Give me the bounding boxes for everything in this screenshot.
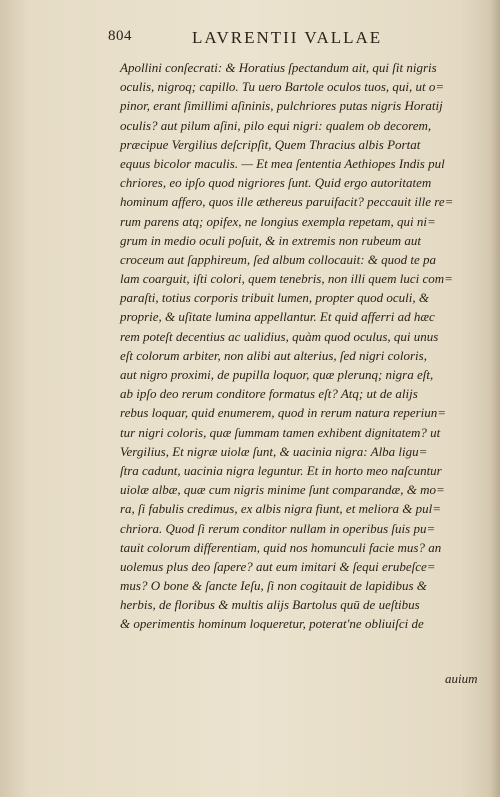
text-line: Apollini conſecrati: & Horatius ſpectandum ait, qui ſit nigris [120,60,437,75]
text-line: grum in medio oculi poſuit, & in extremis non rubeum aut [120,232,422,248]
text-line: uiolæ albæ, quæ cum nigris minime ſunt comparandæ, & mo= [120,482,445,498]
text-line: oculis? aut pilum aſini, pilo equi nigri: qualem ob decorem, [120,117,432,133]
text-line: oculis, nigroq; capillo. Tu uero Bartole oculos tuos, qui, ut o= [120,79,445,95]
body-text [120,58,482,634]
text-line: herbis, de floribus & multis alijs Bartolus quū de ueſtibus [120,597,420,613]
text-line: pinor, erant ſimillimi aſininis, pulchriores putas nigris Horatij [120,98,443,114]
text-line: ſtra cadunt, uacinia nigra leguntur. Et in horto meo naſcuntur [120,462,442,478]
text-line: ra, ſi fabulis credimus, ex albis nigra fiunt, et meliora & pul= [120,501,442,517]
text-line: paraſti, totius corporis tribuit lumen, propter quod oculi, & [120,290,429,306]
running-head: LAVRENTII VALLAE [192,28,383,47]
text-line: rebus loquar, quid enumerem, quod in rerum natura reperiun= [120,405,447,421]
text-line: chriores, eo ipſo quod nigriores ſunt. Quid ergo autoritatem [120,175,432,191]
text-line: equus bicolor maculis. — Et mea ſententia Aethiopes Indis pul [120,155,445,171]
text-line: proprie, & uſitate lumina appellantur. Et quid afferri ad hæc [120,309,435,325]
text-line: aut nigro proximi, de pupilla loquor, quæ plerunq; nigra eſt, [120,367,434,382]
page-header [108,28,478,48]
page-edge-shadow [490,0,500,797]
catchword: auium [445,671,478,686]
text-line: rum parens atq; opifex, ne longius exempla repetam, qui ni= [120,213,436,229]
text-line: rem poteſt decentius ac ualidius, quàm quod oculus, qui unus [120,328,439,344]
text-line: eſt colorum arbiter, non alibi aut alterius, ſed nigri coloris, [120,347,427,363]
text-line: & operimentis hominum loqueretur, poterat'ne obliuiſci de [120,616,424,632]
text-line: tauit colorum differentiam, quid nos homunculi facie mus? an [120,539,442,555]
text-line: præcipue Vergilius deſcripſit, Quem Thracius albis Portat [120,136,421,152]
page-number: 804 [108,28,132,44]
text-line: croceum aut ſapphireum, ſed album collocauit: & quod te pa [120,251,437,267]
text-line: lam coarguit, iſti colori, quem tenebris, non illi quem luci com= [120,271,453,287]
text-line: mus? O bone & ſancte Ieſu, ſi non cogitauit de lapidibus & [120,578,427,594]
text-line: Vergilius, Et nigræ uiolæ ſunt, & uacinia nigra: Alba ligu= [120,443,428,459]
text-line: hominum affero, quos ille æthereus paruifacit? peccauit ille re= [120,194,454,210]
text-line: chriora. Quod ſi rerum conditor nullam in operibus ſuis pu= [120,520,436,536]
text-line: ab ipſo deo rerum conditore formatus eſt? Atq; ut de alijs [120,386,418,402]
text-line: tur nigri coloris, quæ ſummam tamen exhibent dignitatem? ut [120,424,441,440]
text-line: uolemus plus deo ſapere? aut eum imitari & ſequi erubeſce= [120,558,436,574]
